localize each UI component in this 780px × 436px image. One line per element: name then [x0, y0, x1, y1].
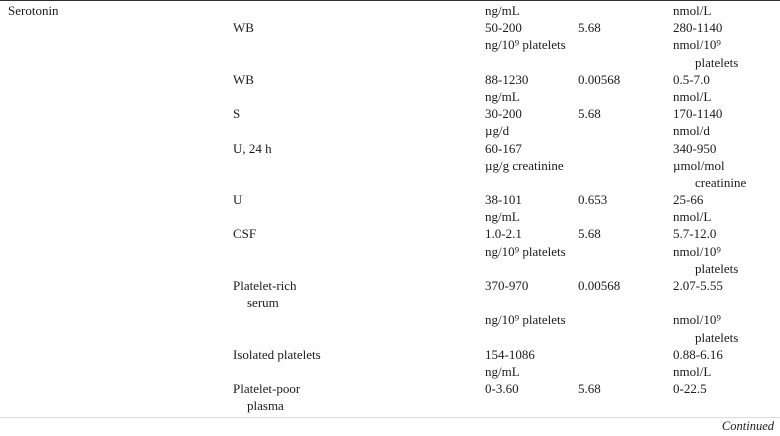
- si-units-cell: 0-22.5: [673, 381, 707, 397]
- conversion-factor-cell: 0.00568: [578, 71, 621, 87]
- analyte-cell: [0, 71, 233, 88]
- si-units-cell: [673, 294, 780, 311]
- si-units-cell: nmol/L: [673, 88, 712, 104]
- table-bottom-rule: [0, 417, 780, 418]
- conversion-factor-cell: [578, 397, 673, 414]
- conversion-factor-cell: 5.68: [578, 20, 601, 36]
- conversion-factor-cell: [578, 329, 673, 346]
- si-units-cell: 0.88-6.16: [673, 346, 723, 362]
- conventional-units-cell: [485, 174, 578, 191]
- conversion-factor-cell: 5.68: [578, 381, 601, 397]
- table-row: [0, 397, 780, 414]
- analyte-cell: [0, 36, 233, 53]
- analyte-cell: [0, 191, 233, 208]
- conventional-units-cell: 1.0-2.1: [485, 226, 522, 242]
- table-row: [0, 157, 780, 174]
- table-row: [0, 208, 780, 225]
- analyte-cell: [0, 157, 233, 174]
- table-row: [0, 140, 780, 157]
- si-units-cell: nmol/10⁹: [673, 312, 721, 328]
- continued-label: Continued: [721, 419, 774, 433]
- specimen-cell: [233, 174, 485, 191]
- si-units-cell: nmol/d: [673, 123, 710, 139]
- specimen-cell: Isolated platelets: [233, 346, 321, 362]
- analyte-cell: [0, 363, 233, 380]
- conversion-factor-cell: [578, 54, 673, 71]
- si-units-cell: 5.7-12.0: [673, 226, 717, 242]
- specimen-cell: [233, 208, 485, 225]
- si-units-cell: 2.07-5.55: [673, 278, 723, 293]
- si-units-cell: nmol/L: [673, 3, 712, 18]
- analyte-cell: [0, 311, 233, 328]
- conversion-factor-cell: [578, 140, 673, 157]
- specimen-cell: CSF: [233, 226, 257, 242]
- specimen-cell: [233, 2, 485, 19]
- table-row: [0, 363, 780, 380]
- table-row: [0, 329, 780, 346]
- specimen-cell: [233, 122, 485, 139]
- table-row: [0, 225, 780, 242]
- table-row: [0, 122, 780, 139]
- conventional-units-cell: 0-3.60: [485, 381, 519, 397]
- conventional-units-cell: ng/mL: [485, 88, 520, 104]
- si-units-cell: 170-1140: [673, 106, 723, 122]
- conventional-units-cell: [485, 260, 578, 277]
- conversion-factor-cell: [578, 243, 673, 260]
- conversion-factor-cell: 5.68: [578, 106, 601, 122]
- si-units-cell: platelets: [695, 329, 739, 345]
- specimen-cell: [233, 157, 485, 174]
- specimen-cell: U: [233, 192, 243, 208]
- table-row: [0, 2, 780, 19]
- conversion-factor-cell: [578, 2, 673, 19]
- si-units-cell: nmol/10⁹: [673, 243, 721, 259]
- analyte-cell: [0, 140, 233, 157]
- conversion-factor-cell: [578, 260, 673, 277]
- table-row: [0, 54, 780, 71]
- conventional-units-cell: [485, 397, 578, 414]
- analyte-cell: Serotonin: [8, 3, 59, 18]
- specimen-cell: Platelet-rich: [233, 278, 297, 293]
- conversion-factor-cell: [578, 157, 673, 174]
- conventional-units-cell: [485, 294, 578, 311]
- specimen-cell: serum: [247, 295, 279, 311]
- analyte-cell: [0, 225, 233, 242]
- analyte-cell: [0, 243, 233, 260]
- si-units-cell: creatinine: [695, 174, 747, 190]
- specimen-cell: WB: [233, 71, 254, 87]
- conventional-units-cell: 370-970: [485, 278, 529, 293]
- conversion-factor-cell: [578, 346, 673, 363]
- analyte-cell: [0, 54, 233, 71]
- si-units-cell: 340-950: [673, 140, 717, 156]
- analyte-cell: [0, 346, 233, 363]
- conversion-factor-cell: [578, 88, 673, 105]
- conversion-factor-cell: 5.68: [578, 226, 601, 242]
- table-row: [0, 19, 780, 36]
- conventional-units-cell: 60-167: [485, 140, 522, 156]
- conventional-units-cell: ng/mL: [485, 209, 520, 225]
- conventional-units-cell: ng/10⁹ platelets: [485, 37, 566, 53]
- analyte-cell: [0, 105, 233, 122]
- conversion-factor-cell: [578, 122, 673, 139]
- table-row: [0, 380, 780, 397]
- conventional-units-cell: µg/g creatinine: [485, 157, 564, 173]
- conventional-units-cell: [485, 329, 578, 346]
- specimen-cell: WB: [233, 20, 254, 36]
- conversion-factor-cell: [578, 174, 673, 191]
- table-row: [0, 191, 780, 208]
- conversion-factor-cell: 0.653: [578, 192, 608, 208]
- analyte-cell: [0, 174, 233, 191]
- si-units-cell: nmol/L: [673, 363, 712, 379]
- specimen-cell: [233, 260, 485, 277]
- table-row: [0, 346, 780, 363]
- analyte-cell: [0, 19, 233, 36]
- si-units-cell: 25-66: [673, 192, 704, 208]
- si-units-cell: nmol/L: [673, 209, 712, 225]
- table-row: [0, 88, 780, 105]
- si-units-cell: 280-1140: [673, 20, 723, 36]
- specimen-cell: [233, 88, 485, 105]
- conventional-units-cell: ng/10⁹ platelets: [485, 312, 566, 328]
- table-row: [0, 277, 780, 294]
- conversion-factor-cell: [578, 208, 673, 225]
- table-row: [0, 243, 780, 260]
- analyte-cell: [0, 329, 233, 346]
- table-row: [0, 36, 780, 53]
- conventional-units-cell: 154-1086: [485, 346, 535, 362]
- conventional-units-cell: [485, 54, 578, 71]
- analyte-cell: [0, 380, 233, 397]
- analyte-cell: [0, 208, 233, 225]
- si-units-cell: µmol/mol: [673, 157, 725, 173]
- si-units-cell: platelets: [695, 260, 739, 276]
- specimen-cell: plasma: [247, 398, 284, 414]
- specimen-cell: [233, 54, 485, 71]
- specimen-cell: [233, 363, 485, 380]
- specimen-cell: [233, 311, 485, 328]
- conventional-units-cell: 50-200: [485, 20, 522, 36]
- specimen-cell: [233, 36, 485, 53]
- conventional-units-cell: µg/d: [485, 123, 510, 139]
- table-row: [0, 260, 780, 277]
- conversion-factor-cell: 0.00568: [578, 278, 621, 293]
- analyte-cell: [0, 277, 233, 294]
- specimen-cell: U, 24 h: [233, 140, 272, 156]
- conversion-factor-cell: [578, 36, 673, 53]
- analyte-cell: [0, 260, 233, 277]
- serotonin-reference-table: [0, 2, 780, 415]
- analyte-cell: [0, 88, 233, 105]
- analyte-cell: [0, 397, 233, 414]
- specimen-cell: S: [233, 106, 241, 122]
- analyte-cell: [0, 122, 233, 139]
- conventional-units-cell: ng/mL: [485, 363, 520, 379]
- si-units-cell: [673, 397, 780, 414]
- table-row: [0, 311, 780, 328]
- specimen-cell: [233, 329, 485, 346]
- specimen-cell: Platelet-poor: [233, 381, 301, 397]
- conventional-units-cell: 38-101: [485, 192, 522, 208]
- conversion-factor-cell: [578, 363, 673, 380]
- conventional-units-cell: ng/mL: [485, 3, 520, 18]
- table-row: [0, 174, 780, 191]
- si-units-cell: 0.5-7.0: [673, 71, 710, 87]
- si-units-cell: platelets: [695, 54, 739, 70]
- conversion-factor-cell: [578, 294, 673, 311]
- conversion-factor-cell: [578, 311, 673, 328]
- specimen-cell: [233, 243, 485, 260]
- conventional-units-cell: 30-200: [485, 106, 522, 122]
- table-row: [0, 105, 780, 122]
- analyte-cell: [0, 294, 233, 311]
- table-row: [0, 294, 780, 311]
- conventional-units-cell: 88-1230: [485, 71, 529, 87]
- table-row: [0, 71, 780, 88]
- conventional-units-cell: ng/10⁹ platelets: [485, 243, 566, 259]
- table-top-rule: [0, 0, 780, 1]
- si-units-cell: nmol/10⁹: [673, 37, 721, 53]
